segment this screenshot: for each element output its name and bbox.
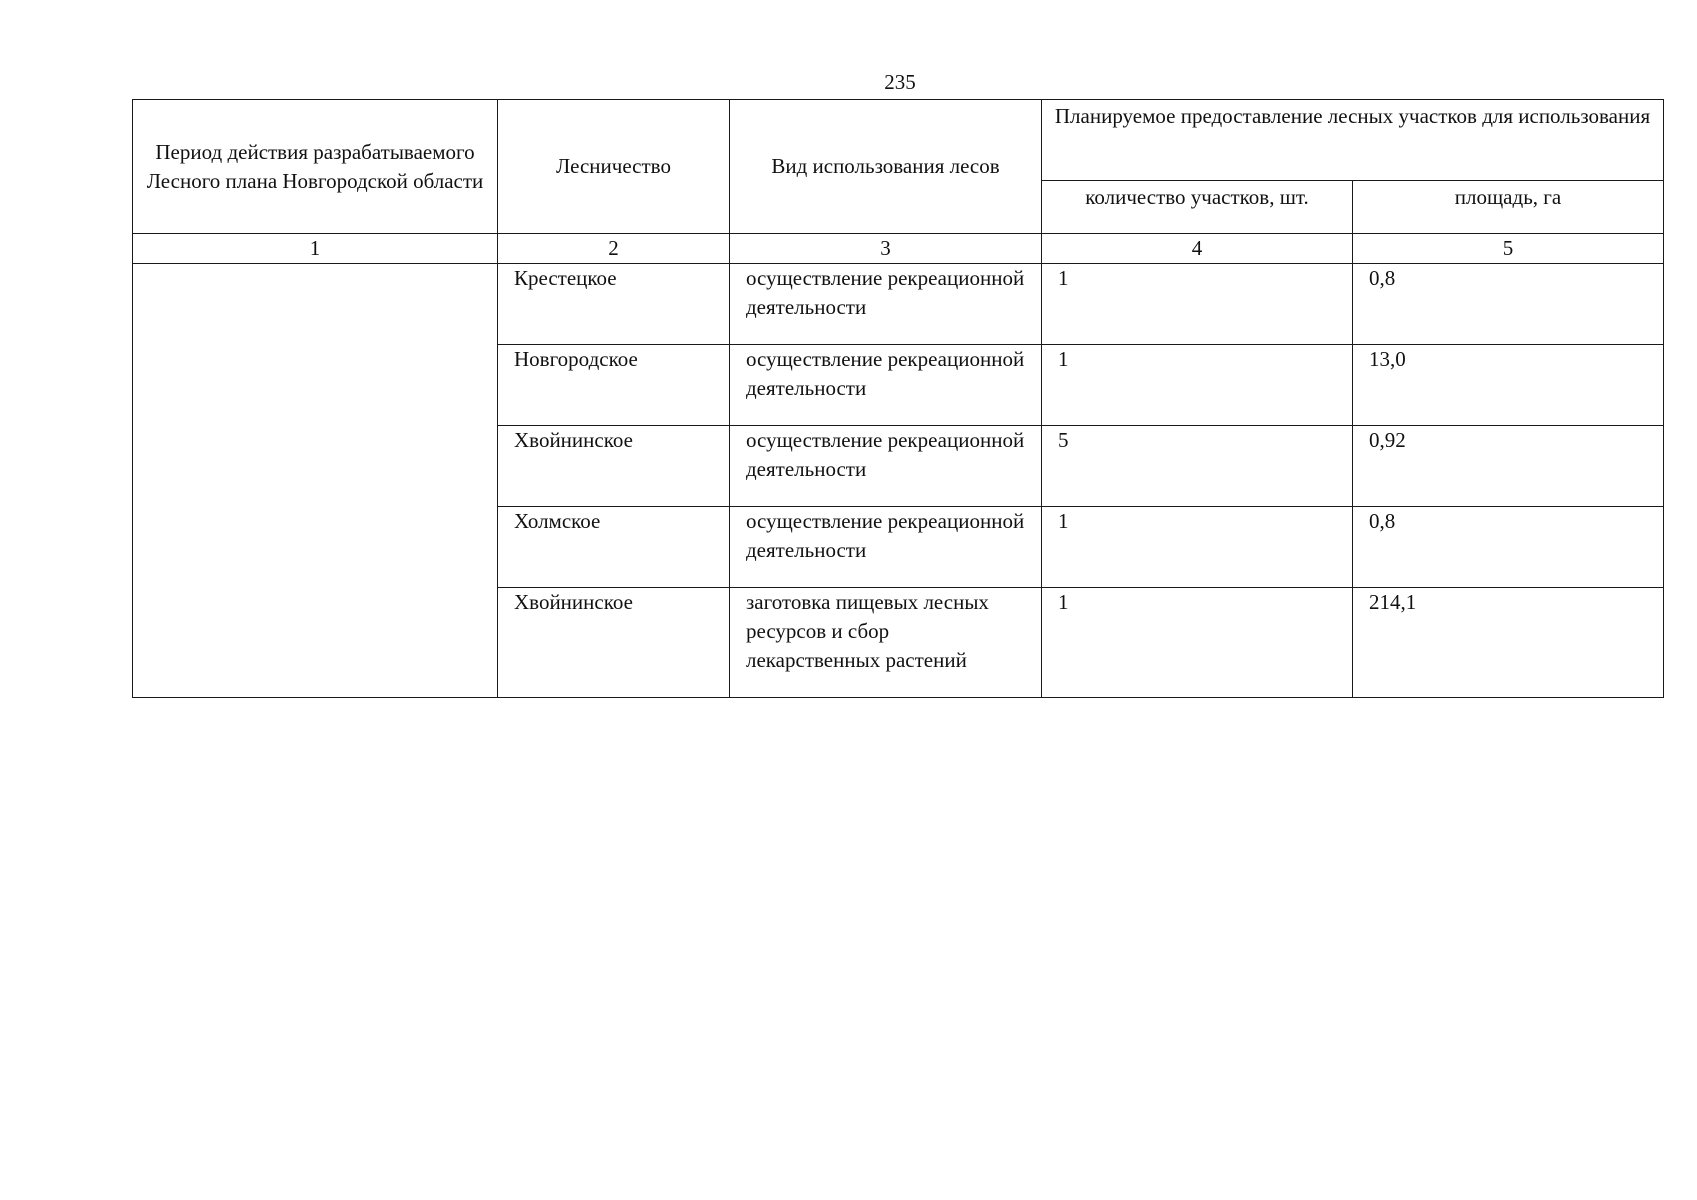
forestry-cell: Хвойнинское <box>498 426 730 507</box>
forestry-cell: Холмское <box>498 507 730 588</box>
use-type-cell: осуществление рекреационной деятельности <box>730 345 1042 426</box>
count-cell: 1 <box>1042 264 1353 345</box>
header-use-type: Вид использования лесов <box>730 100 1042 234</box>
column-number: 1 <box>133 234 498 264</box>
forestry-cell: Новгородское <box>498 345 730 426</box>
column-number: 3 <box>730 234 1042 264</box>
column-number: 5 <box>1353 234 1664 264</box>
area-cell: 214,1 <box>1353 588 1664 698</box>
area-cell: 13,0 <box>1353 345 1664 426</box>
count-cell: 1 <box>1042 345 1353 426</box>
column-number: 2 <box>498 234 730 264</box>
header-planned-provision: Планируемое предоставление лесных участков для использования <box>1042 100 1664 181</box>
use-type-cell: осуществление рекреационной деятельности <box>730 264 1042 345</box>
count-cell: 1 <box>1042 507 1353 588</box>
header-forestry: Лесничество <box>498 100 730 234</box>
area-cell: 0,8 <box>1353 507 1664 588</box>
use-type-cell: осуществление рекреационной деятельности <box>730 507 1042 588</box>
forest-plots-table <box>132 99 1664 698</box>
header-count: количество участков, шт. <box>1042 181 1353 234</box>
header-area: площадь, га <box>1353 181 1664 234</box>
column-number-row <box>133 234 1664 264</box>
column-number: 4 <box>1042 234 1353 264</box>
count-cell: 1 <box>1042 588 1353 698</box>
use-type-cell: осуществление рекреационной деятельности <box>730 426 1042 507</box>
header-row <box>133 100 1664 181</box>
table-row <box>133 264 1664 345</box>
use-type-cell: заготовка пищевых лесных ресурсов и сбор лекарственных растений <box>730 588 1042 698</box>
period-cell <box>133 264 498 698</box>
area-cell: 0,92 <box>1353 426 1664 507</box>
forestry-cell: Хвойнинское <box>498 588 730 698</box>
header-period: Период действия разрабатываемого Лесного плана Новгородской области <box>133 100 498 234</box>
forestry-cell: Крестецкое <box>498 264 730 345</box>
area-cell: 0,8 <box>1353 264 1664 345</box>
count-cell: 5 <box>1042 426 1353 507</box>
page-number: 235 <box>884 70 916 94</box>
